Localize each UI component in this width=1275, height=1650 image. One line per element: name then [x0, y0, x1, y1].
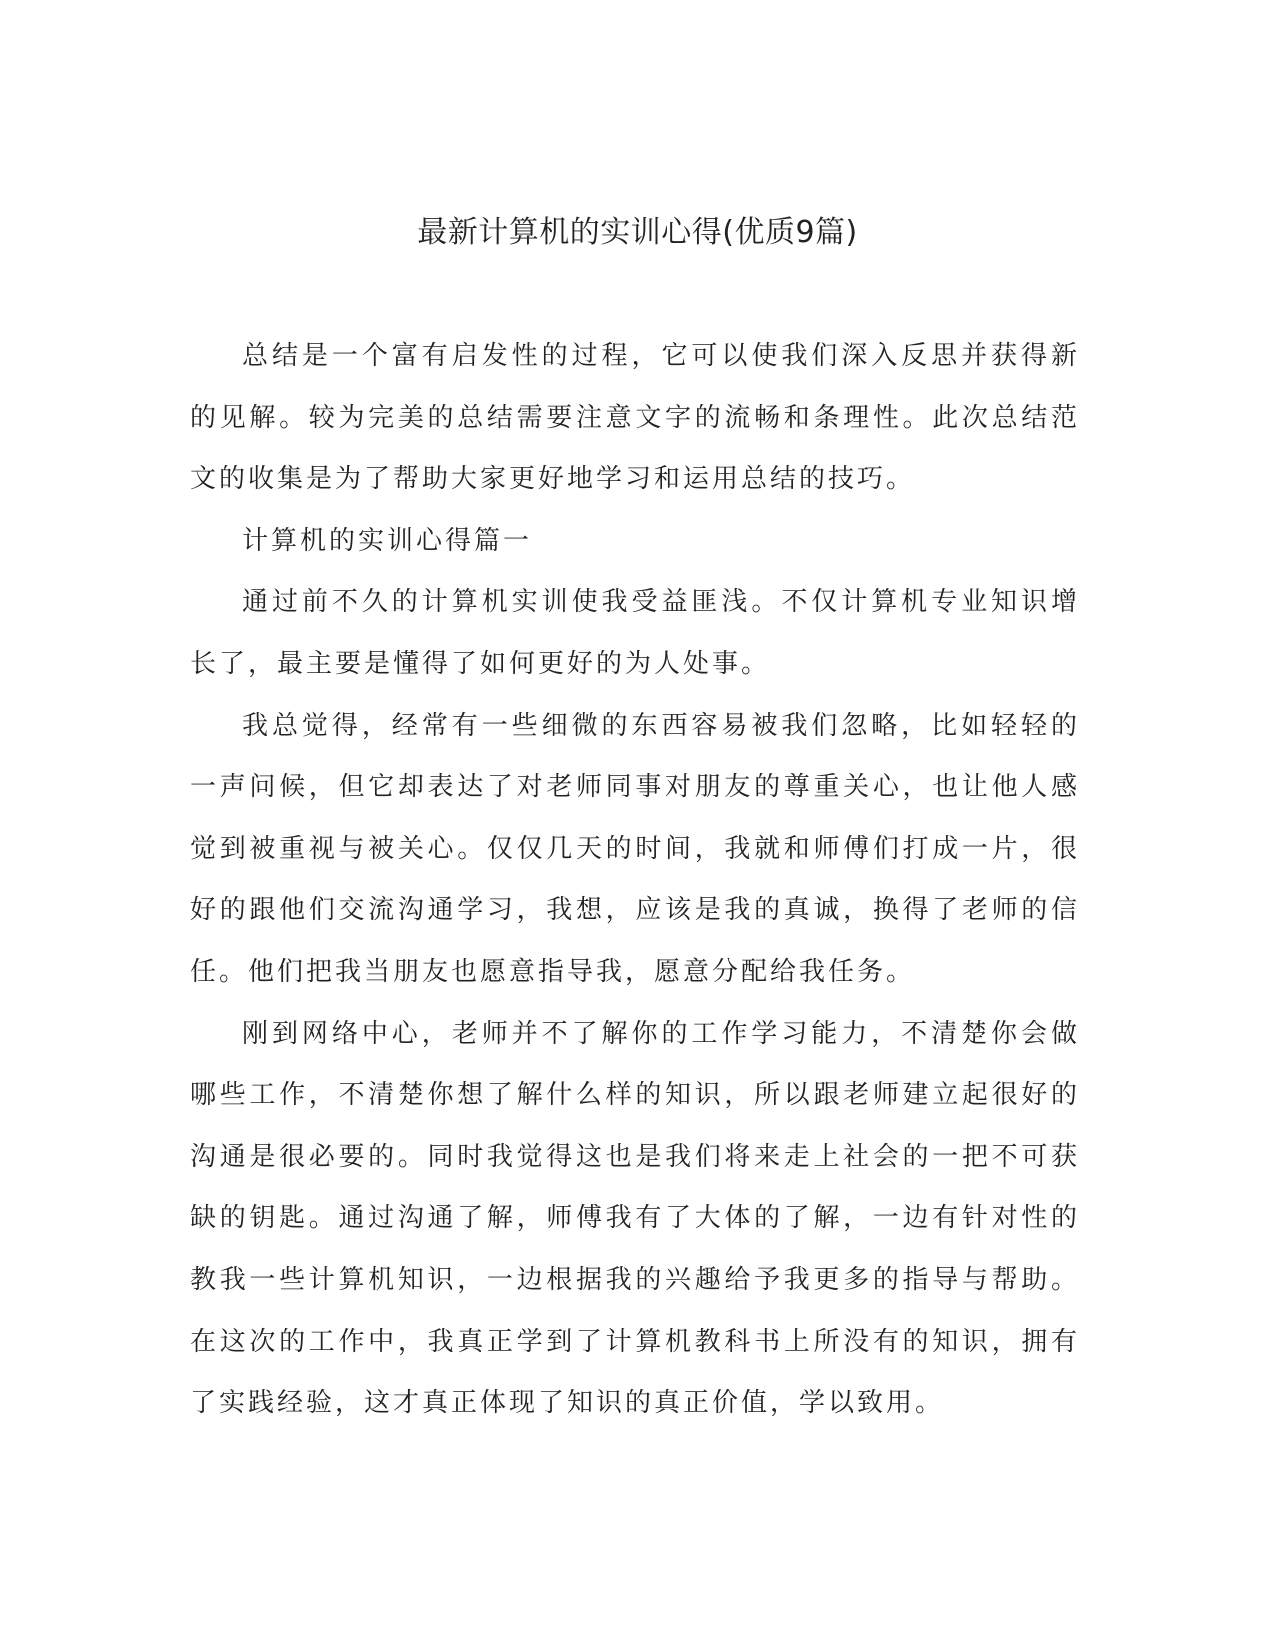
paragraph: 刚到网络中心，老师并不了解你的工作学习能力，不清楚你会做哪些工作，不清楚你想了解什么样的知识，所以跟老师建立起很好的沟通是很必要的。同时我觉得这也是我们将来走上社会的一把不可获缺的钥匙。通过沟通了解，师傅我有了大体的了解，一边有针对性的教我一些计算机知识，一边根据我的兴趣给予我更多的指导与帮助。在这次的工作中，我真正学到了计算机教科书上所没有的知识，拥有了实践经验，这才真正体现了知识的真正价值，学以致用。: [190, 1018, 1080, 1419]
paragraph: 通过前不久的计算机实训使我受益匪浅。不仅计算机专业知识增长了，最主要是懂得了如何更好的为人处事。: [190, 587, 1080, 679]
section-heading: 计算机的实训心得篇一: [242, 525, 533, 556]
paragraph-intro: 总结是一个富有启发性的过程，它可以使我们深入反思并获得新的见解。较为完美的总结需要注意文字的流畅和条理性。此次总结范文的收集是为了帮助大家更好地学习和运用总结的技巧。: [190, 341, 1080, 495]
document-title: 最新计算机的实训心得(优质9篇): [417, 215, 858, 250]
document-body: [190, 326, 1080, 1435]
paragraph: 我总觉得，经常有一些细微的东西容易被我们忽略，比如轻轻的一声问候，但它却表达了对老师同事对朋友的尊重关心，也让他人感觉到被重视与被关心。仅仅几天的时间，我就和师傅们打成一片，很好的跟他们交流沟通学习，我想，应该是我的真诚，换得了老师的信任。他们把我当朋友也愿意指导我，愿意分配给我任务。: [190, 710, 1080, 987]
